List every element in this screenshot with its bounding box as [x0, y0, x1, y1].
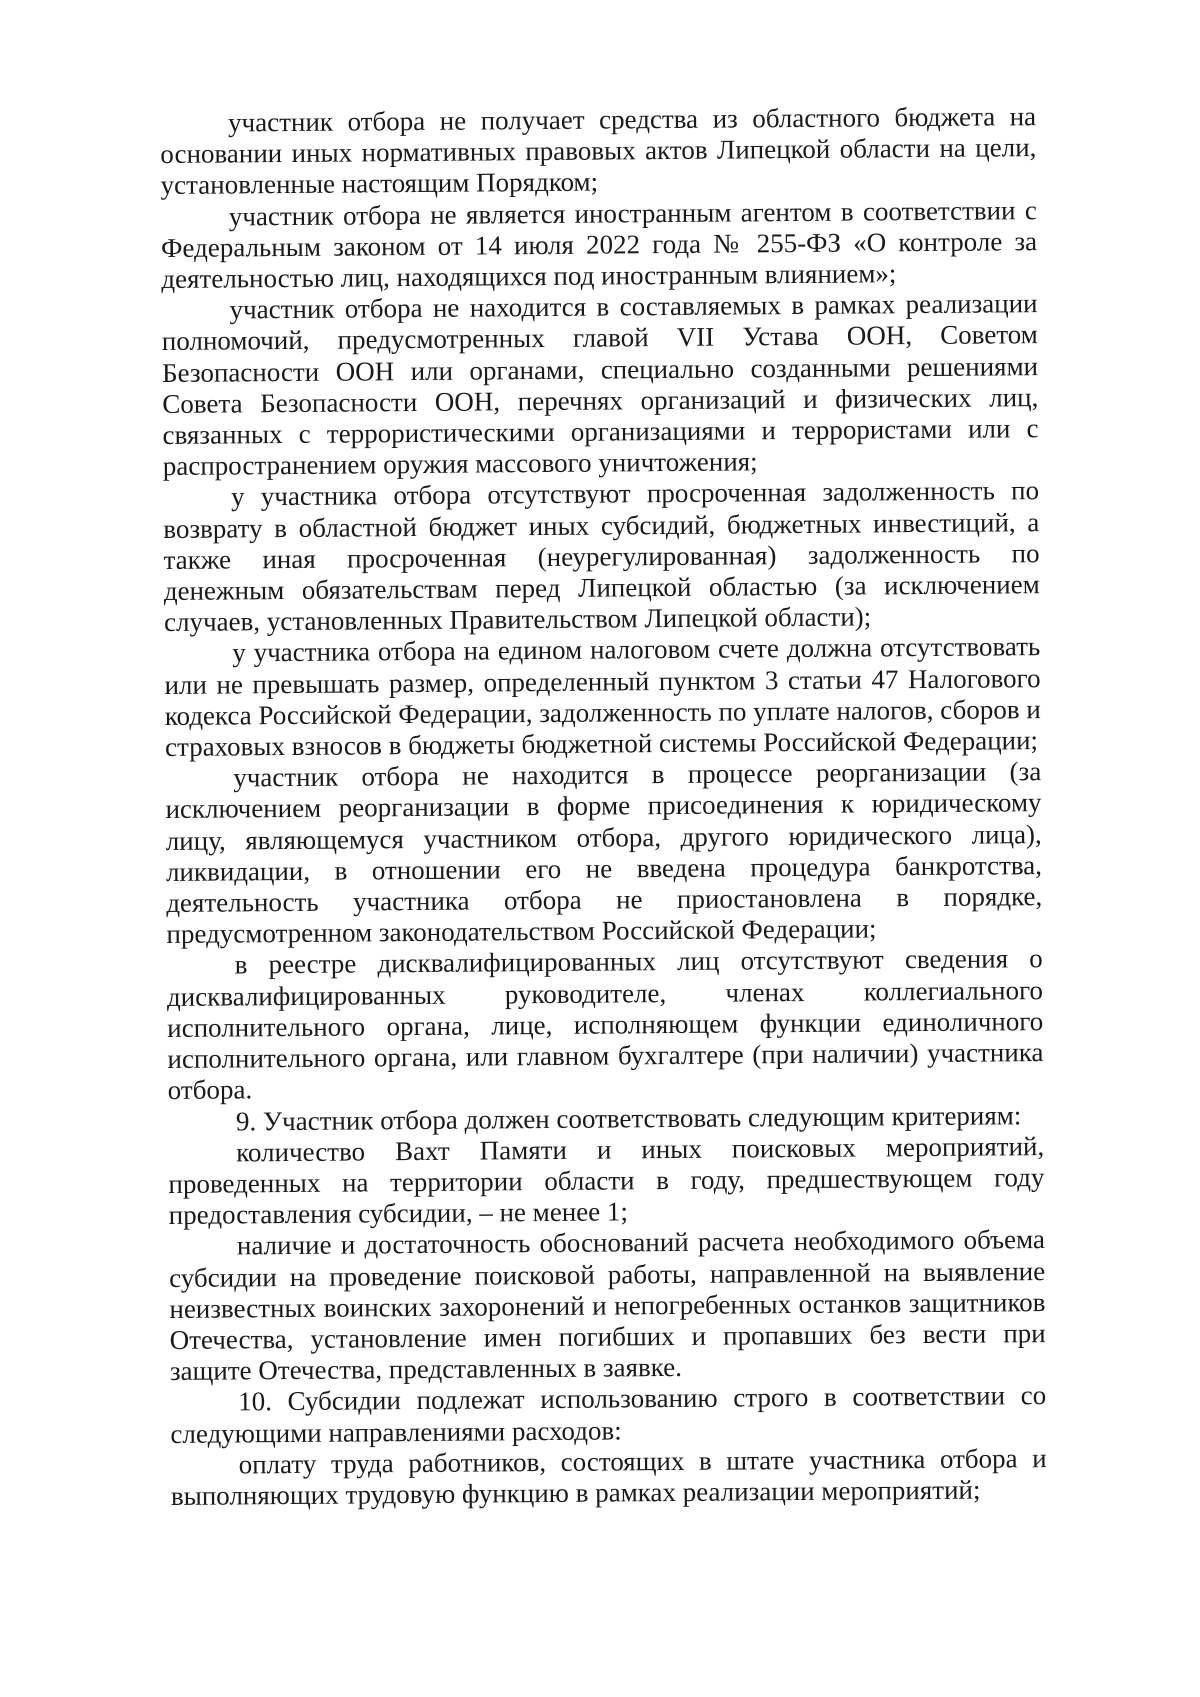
paragraph-not-foreign-agent: участник отбора не является иностранным агентом в соответствии с Федеральным законом от 14 июля 2022 года № 255-ФЗ «О контроле за деятельностью лиц, находящихся под иностранным влиянием»;: [160, 194, 1038, 295]
document-page: [160, 101, 1047, 1512]
paragraph-no-reorganization: участник отбора не находится в процессе реорганизации (за исключением реорганизации в форме присоединения к юридическому лицу, являющемуся участником отбора, другого юридического лица), ликвидации, в отношении его не введена процедура банкротства, деятельность участника отбора не приостановлена в порядке, предусмотренном законодательством Российской Федерации;: [165, 756, 1043, 950]
paragraph-section-10-heading: 10. Субсидии подлежат использованию строго в соответствии со следующими направлениями расходов:: [170, 1380, 1047, 1449]
paragraph-section-9-heading: 9. Участник отбора должен соответствовать следующим критериям:: [235, 1099, 1022, 1136]
paragraph-expense-salaries: оплату труда работников, состоящих в штате участника отбора и выполняющих трудовую функцию в рамках реализации мероприятий;: [170, 1442, 1047, 1511]
paragraph-no-budget-funds: участник отбора не получает средства из областного бюджета на основании иных нормативных правовых актов Липецкой области на цели, установленные настоящим Порядком;: [160, 101, 1037, 201]
paragraph-criterion-justification: наличие и достаточность обоснований расчета необходимого объема субсидии на проведение поисковой работы, направленной на выявление неизвестных воинских захоронений и непогребенных останков защитников Отечества, установление имен погибших и пропавших без вести при защите Отечества, представленных в заявке.: [169, 1224, 1046, 1387]
paragraph-no-overdue-debt: у участника отбора отсутствуют просроченная задолженность по возврату в областной бюджет иных субсидий, бюджетных инвестиций, а также иная просроченная (неурегулированная) задолженность по денежным обязательствам перед Липецкой областью (за исключением случаев, установленных Правительством Липецкой области);: [163, 475, 1040, 638]
paragraph-disqualified-persons: в реестре дисквалифицированных лиц отсутствуют сведения о дисквалифицированных руководителе, членах коллегиального исполнительного органа, лице, исполняющем функции единоличного исполнительного органа, или главном бухгалтере (при наличии) участника отбора.: [166, 943, 1044, 1106]
paragraph-not-in-un-lists: участник отбора не находится в составляемых в рамках реализации полномочий, предусмотренных главой VII Устава ООН, Советом Безопасности ООН или органами, специально созданными решениями Совета Безопасности ООН, перечнях организаций и физических лиц, связанных с террористическими организациями и террористами или с распространением оружия массового уничтожения;: [161, 288, 1039, 482]
paragraph-tax-account-debt: у участника отбора на едином налоговом счете должна отсутствовать или не превышать размер, определенный пунктом 3 статьи 47 Налогового кодекса Российской Федерации, задолженность по уплате налогов, сборов и страховых взносов в бюджеты бюджетной системы Российской Федерации;: [164, 631, 1041, 763]
paragraph-criterion-events-count: количество Вахт Памяти и иных поисковых мероприятий, проведенных на территории области в году, предшествующем году предоставления субсидии, – не менее 1;: [168, 1130, 1045, 1231]
